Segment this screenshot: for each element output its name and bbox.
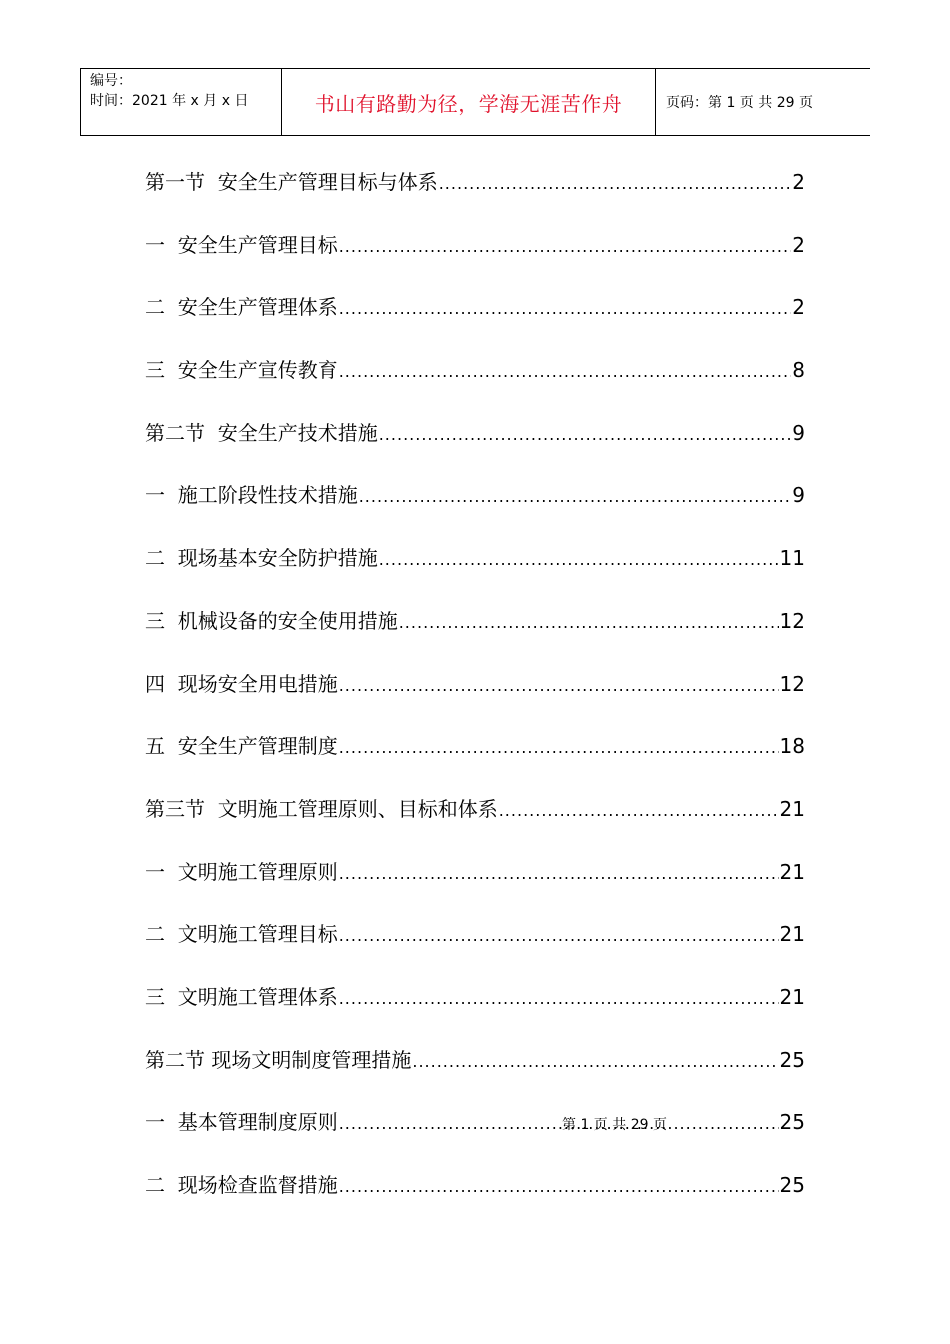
toc-leader-dots <box>499 791 779 831</box>
toc-entry-page: 2 <box>792 295 805 320</box>
toc-entry-page: 9 <box>792 483 805 508</box>
toc-leader-dots <box>379 415 792 455</box>
toc-entry-label: 三 机械设备的安全使用措施 <box>145 608 398 633</box>
toc-entry-label: 一 文明施工管理原则 <box>145 859 338 884</box>
toc-entry-page: 21 <box>779 984 805 1009</box>
toc-leader-dots <box>339 289 792 329</box>
table-of-contents <box>145 162 805 1228</box>
toc-entry[interactable] <box>145 162 805 225</box>
toc-entry-page: 25 <box>779 1047 805 1072</box>
toc-entry[interactable] <box>145 1165 805 1228</box>
toc-leader-dots <box>339 728 779 768</box>
toc-leader-dots <box>339 1104 779 1144</box>
toc-leader-dots <box>439 164 792 204</box>
toc-entry[interactable] <box>145 1102 805 1165</box>
toc-entry-label: 三 安全生产宣传教育 <box>145 358 338 383</box>
toc-entry-page: 2 <box>792 170 805 194</box>
toc-leader-dots <box>339 666 779 706</box>
toc-entry-page: 25 <box>779 1110 805 1135</box>
toc-entry[interactable] <box>145 726 805 789</box>
toc-entry[interactable] <box>145 287 805 350</box>
toc-entry[interactable] <box>145 914 805 977</box>
toc-entry[interactable] <box>145 475 805 538</box>
toc-leader-dots <box>339 916 779 956</box>
toc-entry-page: 11 <box>779 546 805 571</box>
toc-entry-label: 第二节 安全生产技术措施 <box>145 420 378 445</box>
toc-entry-page: 12 <box>779 608 805 633</box>
toc-entry-page: 9 <box>792 420 805 445</box>
toc-entry-label: 第二节 现场文明制度管理措施 <box>145 1047 412 1072</box>
page-footer: 第 1 页 共 29 页 <box>562 1117 667 1133</box>
toc-entry[interactable] <box>145 350 805 413</box>
toc-entry-label: 二 现场检查监督措施 <box>145 1173 338 1197</box>
toc-leader-dots <box>339 1167 779 1207</box>
toc-entry[interactable] <box>145 852 805 915</box>
toc-entry-label: 二 现场基本安全防护措施 <box>145 546 378 571</box>
toc-entry-page: 12 <box>779 671 805 696</box>
toc-leader-dots <box>339 854 779 894</box>
toc-leader-dots <box>339 352 792 392</box>
toc-entry-label: 一 基本管理制度原则 <box>145 1110 338 1135</box>
toc-entry-label: 三 文明施工管理体系 <box>145 984 338 1009</box>
toc-entry-label: 第三节 文明施工管理原则、目标和体系 <box>145 796 498 821</box>
toc-entry-page: 21 <box>779 922 805 947</box>
toc-entry[interactable] <box>145 601 805 664</box>
toc-entry-page: 8 <box>792 358 805 383</box>
toc-entry[interactable] <box>145 1040 805 1103</box>
toc-entry-page: 25 <box>779 1173 805 1197</box>
toc-entry-label: 五 安全生产管理制度 <box>145 734 338 759</box>
toc-leader-dots <box>339 979 779 1019</box>
toc-leader-dots <box>399 603 779 643</box>
date-label: 时间：2021 年 x 月 x 日 <box>90 93 249 109</box>
toc-leader-dots <box>339 227 792 267</box>
toc-entry-label: 一 安全生产管理目标 <box>145 232 338 257</box>
header-page-cell <box>656 69 869 135</box>
header-meta-cell <box>81 69 282 135</box>
document-header <box>80 68 870 136</box>
page-info: 页码：第 1 页 共 29 页 <box>666 95 813 111</box>
toc-entry-label: 四 现场安全用电措施 <box>145 671 338 696</box>
toc-leader-dots <box>359 477 792 517</box>
toc-entry-page: 2 <box>792 232 805 257</box>
toc-entry[interactable] <box>145 789 805 852</box>
toc-entry[interactable] <box>145 225 805 288</box>
header-motto-cell <box>282 69 656 135</box>
motto-text: 书山有路勤为径，学海无涯苦作舟 <box>314 91 623 116</box>
toc-entry-label: 第一节 安全生产管理目标与体系 <box>145 170 438 194</box>
toc-entry[interactable] <box>145 538 805 601</box>
toc-entry-label: 一 施工阶段性技术措施 <box>145 483 358 508</box>
toc-entry-label: 二 文明施工管理目标 <box>145 922 338 947</box>
toc-entry[interactable] <box>145 977 805 1040</box>
toc-entry-page: 21 <box>779 859 805 884</box>
toc-entry-label: 二 安全生产管理体系 <box>145 295 338 320</box>
toc-entry-page: 18 <box>779 734 805 759</box>
toc-entry[interactable] <box>145 413 805 476</box>
toc-entry[interactable] <box>145 664 805 727</box>
number-label: 编号： <box>90 73 132 89</box>
toc-entry-page: 21 <box>779 796 805 821</box>
toc-leader-dots <box>412 1042 778 1082</box>
toc-leader-dots <box>379 540 779 580</box>
